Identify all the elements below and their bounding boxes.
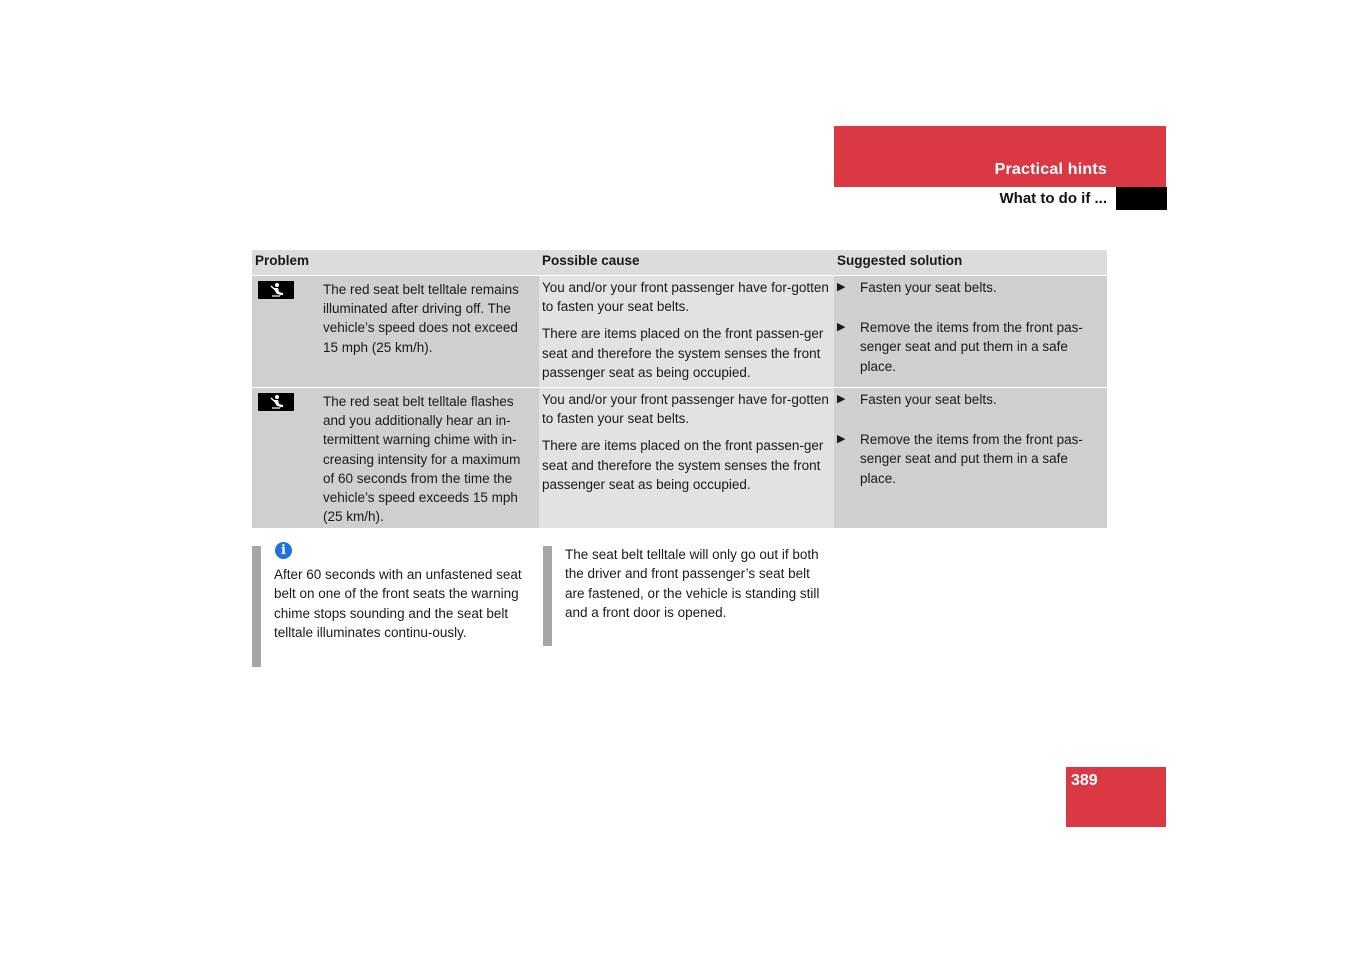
cause-text: You and/or your front passenger have for-gotten to fasten your seat belts. [542,392,829,427]
solution-text: Fasten your seat belts. [860,392,997,407]
table-row [252,388,1107,529]
cause-cell [539,276,834,387]
problem-cell [252,276,539,387]
note-text: The seat belt telltale will only go out if both the driver and front passenger’s seat belt are fastened, or the vehicle is standing still and a front door is opened. [565,547,820,620]
column-header-problem: Problem [252,250,539,275]
column-header-cause: Possible cause [539,250,834,275]
solution-cell [834,276,1107,387]
page-number-box [1066,767,1166,827]
note-side-bar [543,546,552,646]
cause-text: There are items placed on the front passen-ger seat and therefore the system senses the front passenger seat as being occupied. [542,438,824,492]
subsection-marker [1116,187,1167,210]
bullet-arrow-icon: ▶ [837,281,846,293]
solution-step [837,318,1103,376]
table-row [252,276,1107,388]
solution-cell [834,388,1107,528]
cause-text: You and/or your front passenger have for-gotten to fasten your seat belts. [542,280,829,315]
bullet-arrow-icon: ▶ [837,433,846,446]
section-title: Practical hints [994,161,1107,178]
bullet-arrow-icon: ▶ [837,321,846,334]
solution-text: Remove the items from the front pas-senger seat and put them in a safe place. [860,432,1083,486]
info-note [274,542,529,642]
seat-belt-warning-icon [258,393,294,411]
cause-text: There are items placed on the front passen-ger seat and therefore the system senses the front passenger seat as being occupied. [542,326,824,380]
seat-belt-warning-icon [258,281,294,299]
note-side-bar [252,546,261,667]
column-header-solution: Suggested solution [834,250,1107,275]
solution-text: Remove the items from the front pas-senger seat and put them in a safe place. [860,320,1083,374]
bullet-arrow-icon: ▶ [837,393,846,405]
subsection-title: What to do if ... [999,190,1107,207]
cause-cell [539,388,834,528]
note [565,545,820,622]
table-header-row [252,250,1107,276]
solution-step [837,390,1103,409]
page-number: 389 [1071,772,1098,789]
problem-cell [252,388,539,528]
problem-description: The red seat belt telltale flashes and you additionally hear an in-termittent warning chime with in-creasing intensity for a maximum of 60 seconds from the time the vehicle’s speed exceeds 15 mph (25 km/h). [323,394,521,525]
solution-text: Fasten your seat belts. [860,280,997,295]
info-icon: i [275,542,292,559]
problem-description: The red seat belt telltale remains illuminated after driving off. The vehicle’s speed does not exceed 15 mph (25 km/h). [323,282,519,355]
info-note-text: After 60 seconds with an unfastened seat belt on one of the front seats the warning chime stops sounding and the seat belt telltale illuminates continu-ously. [274,567,522,640]
solution-step [837,278,1103,297]
section-header-bar [834,126,1166,187]
solution-step [837,430,1103,488]
troubleshooting-table [252,250,1107,529]
